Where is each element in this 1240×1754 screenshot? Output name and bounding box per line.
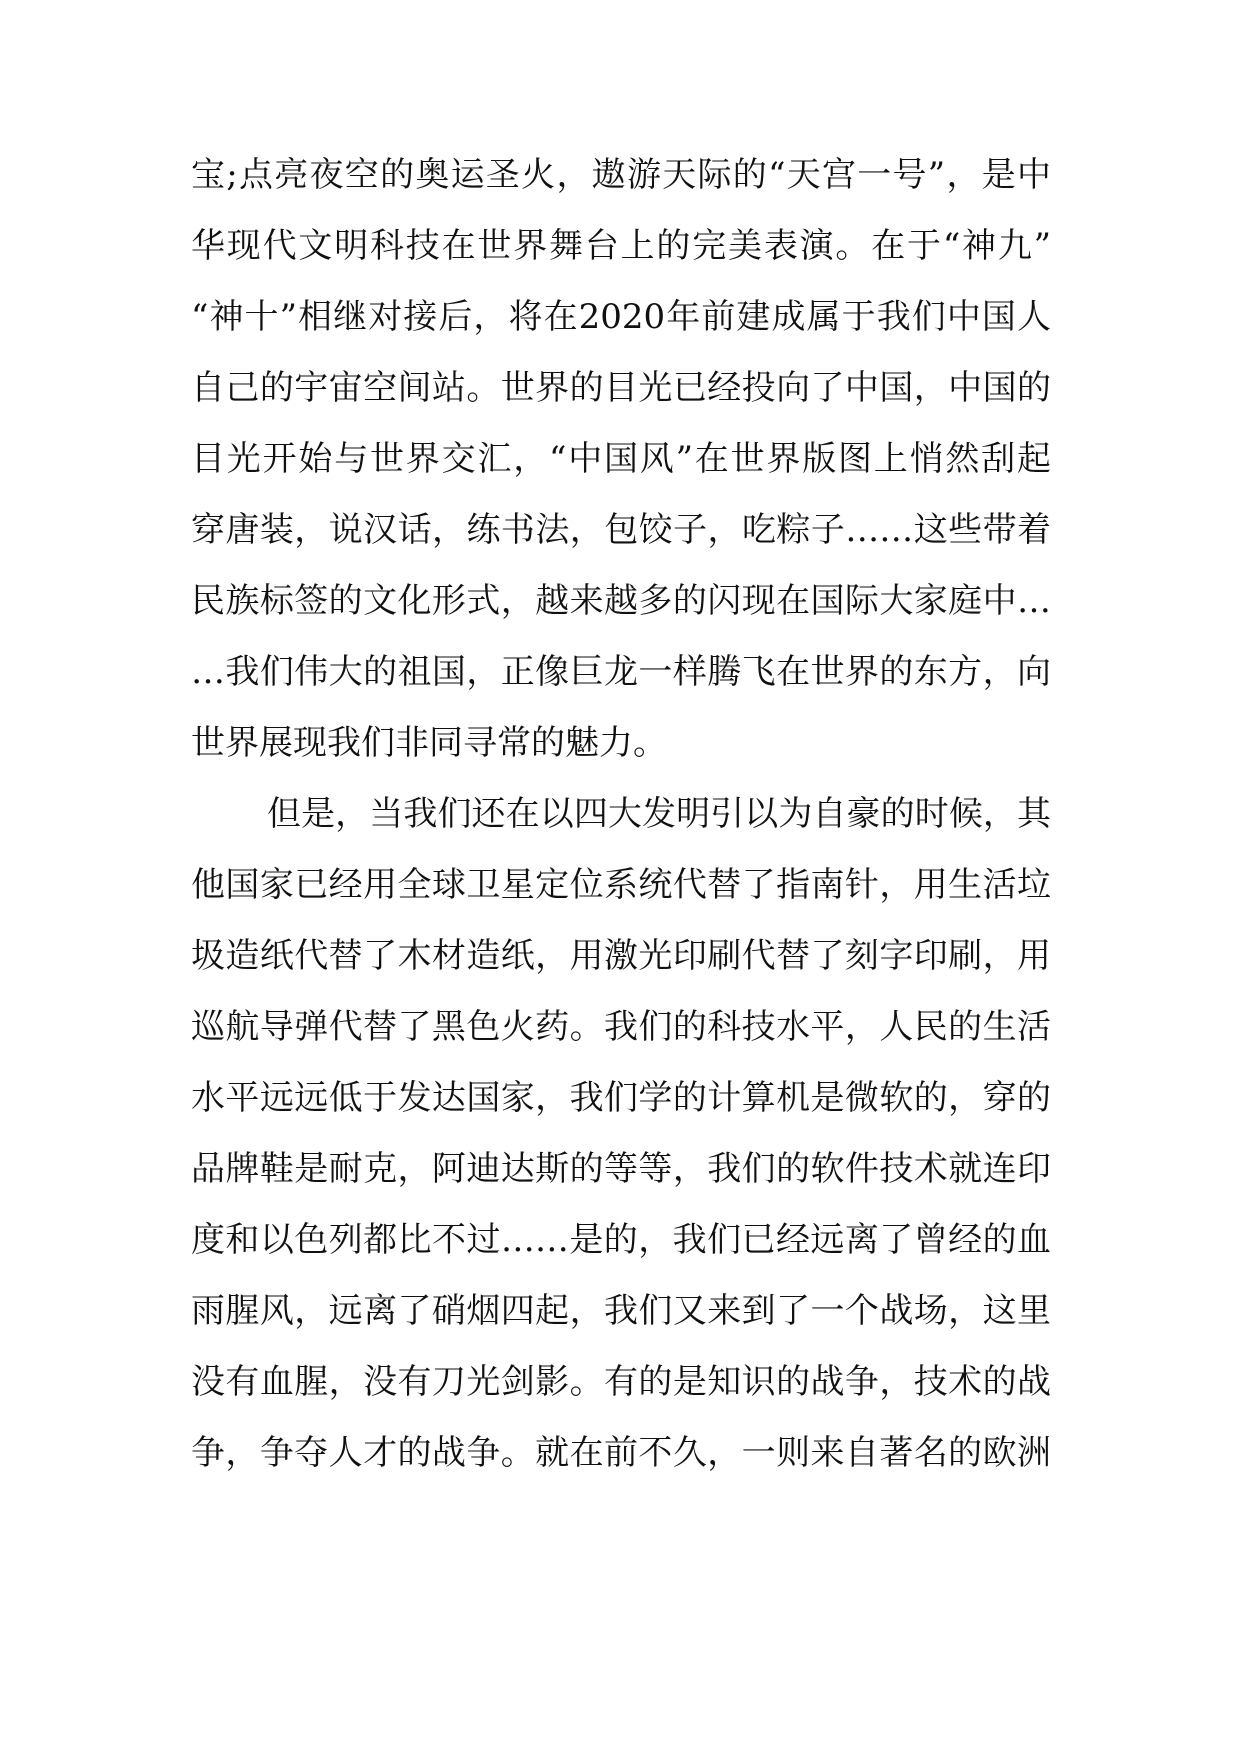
paragraph-1-line-9: 世界展现我们非同寻常的魅力。: [191, 723, 667, 763]
paragraph-1-line-3: “神十”相继对接后，将在2020年前建成属于我们中国人: [191, 297, 1051, 337]
paragraph-1-line-8: …我们伟大的祖国，正像巨龙一样腾飞在世界的东方，向: [191, 652, 1051, 692]
paragraph-2-line-1: 但是，当我们还在以四大发明引以为自豪的时候，其: [267, 794, 1051, 834]
paragraph-1-line-5: 目光开始与世界交汇，“中国风”在世界版图上悄然刮起: [191, 439, 1051, 479]
paragraph-1-line-6: 穿唐装，说汉话，练书法，包饺子，吃粽子……这些带着: [191, 510, 1051, 550]
paragraph-1-line-4: 自己的宇宙空间站。世界的目光已经投向了中国，中国的: [191, 368, 1051, 408]
paragraph-2-line-3: 圾造纸代替了木材造纸，用激光印刷代替了刻字印刷，用: [191, 936, 1051, 976]
paragraph-2-line-6: 品牌鞋是耐克，阿迪达斯的等等，我们的软件技术就连印: [191, 1149, 1051, 1189]
paragraph-2-line-2: 他国家已经用全球卫星定位系统代替了指南针，用生活垃: [191, 865, 1051, 905]
paragraph-2-line-9: 没有血腥，没有刀光剑影。有的是知识的战争，技术的战: [191, 1362, 1051, 1402]
paragraph-1-line-2: 华现代文明科技在世界舞台上的完美表演。在于“神九”: [191, 226, 1051, 266]
paragraph-1-line-7: 民族标签的文化形式，越来越多的闪现在国际大家庭中…: [191, 581, 1051, 621]
paragraph-2-line-8: 雨腥风，远离了硝烟四起，我们又来到了一个战场，这里: [191, 1291, 1051, 1331]
paragraph-2-line-5: 水平远远低于发达国家，我们学的计算机是微软的，穿的: [191, 1078, 1051, 1118]
paragraph-2-line-4: 巡航导弹代替了黑色火药。我们的科技水平，人民的生活: [191, 1007, 1051, 1047]
paragraph-2-line-7: 度和以色列都比不过……是的，我们已经远离了曾经的血: [191, 1220, 1051, 1260]
paragraph-1-line-1: 宝;点亮夜空的奥运圣火，遨游天际的“天宫一号”，是中: [191, 155, 1051, 195]
paragraph-2-line-10: 争，争夺人才的战争。就在前不久，一则来自著名的欧洲: [191, 1433, 1051, 1473]
